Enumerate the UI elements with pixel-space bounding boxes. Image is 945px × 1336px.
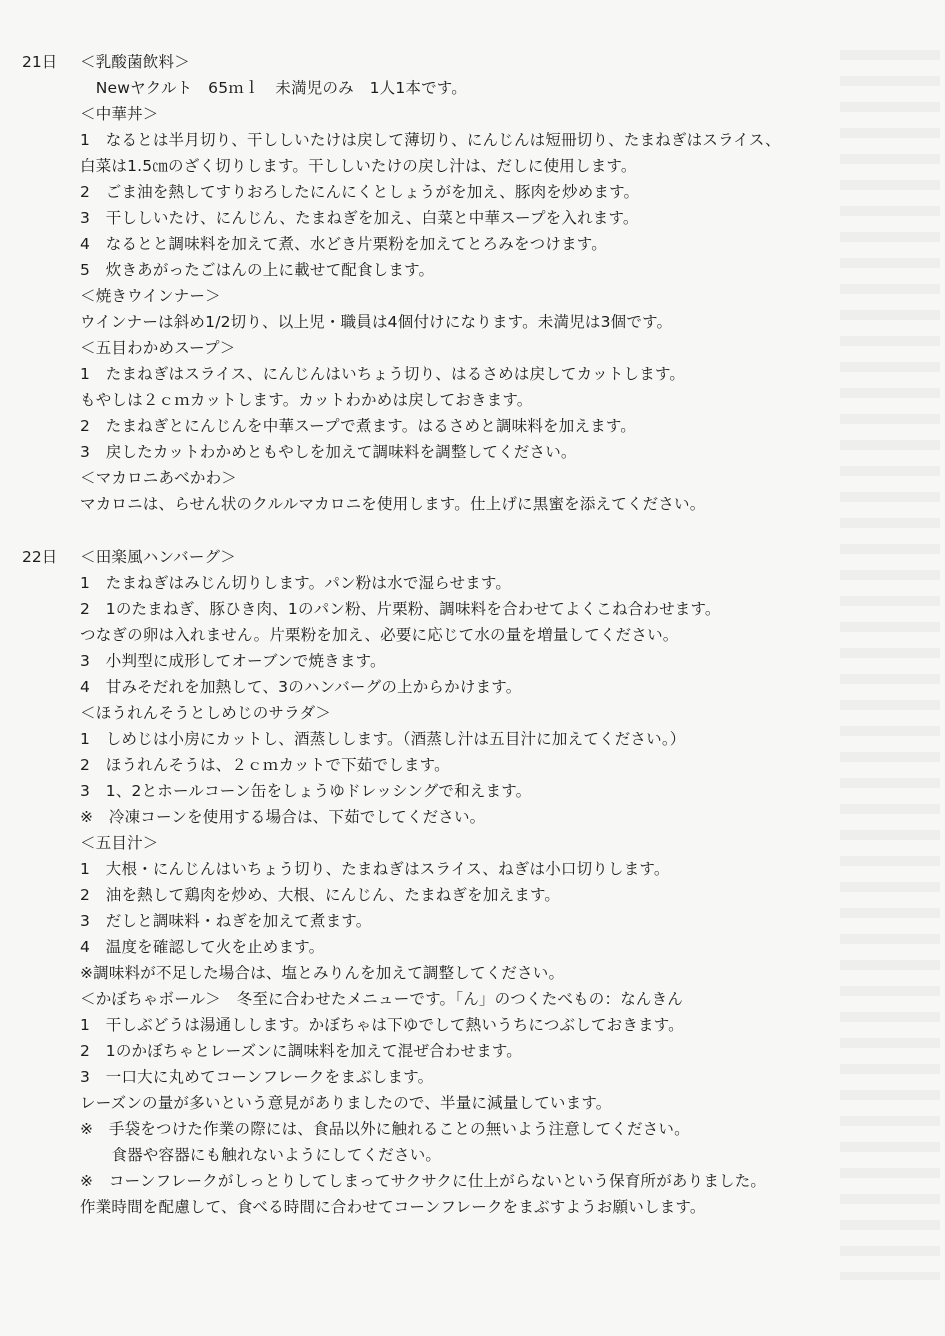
- text-line: 3 干ししいたけ、にんじん、たまねぎを加え、白菜と中華スープを入れます。: [80, 209, 639, 227]
- text-line: 3 一口大に丸めてコーンフレークをまぶします。: [80, 1068, 434, 1086]
- text-line: 作業時間を配慮して、食べる時間に合わせてコーンフレークをまぶすようお願いします。: [80, 1198, 706, 1216]
- heading-spinach-salad: ＜ほうれんそうとしめじのサラダ＞: [80, 704, 332, 722]
- text-line: ウインナーは斜め1/2切り、以上児・職員は4個付けになります。未満児は3個です。: [80, 313, 673, 331]
- text-line: 1 大根・にんじんはいちょう切り、たまねぎはスライス、ねぎは小口切りします。: [80, 860, 670, 878]
- heading-grilled-wiener: ＜焼きウインナー＞: [80, 287, 221, 305]
- text-line: 3 戻したカットわかめともやしを加えて調味料を調整してください。: [80, 443, 577, 461]
- heading-macaroni: ＜マカロニあべかわ＞: [80, 469, 238, 487]
- heading-wakame-soup: ＜五目わかめスープ＞: [80, 339, 236, 357]
- text-line: 5 炊きあがったごはんの上に載せて配食します。: [80, 261, 435, 279]
- text-line: つなぎの卵は入れません。片栗粉を加え、必要に応じて水の量を増量してください。: [80, 626, 679, 644]
- text-line: ※ 手袋をつけた作業の際には、食品以外に触れることの無いよう注意してください。: [80, 1120, 690, 1138]
- text-line: もやしは２ｃｍカットします。カットわかめは戻しておきます。: [80, 391, 533, 409]
- text-line: 2 油を熱して鶏肉を炒め、大根、にんじん、たまねぎを加えます。: [80, 886, 561, 904]
- heading-dengaku-hamburg: ＜田楽風ハンバーグ＞: [80, 548, 236, 566]
- text-line: 白菜は1.5㎝のざく切りします。干ししいたけの戻し汁は、だしに使用します。: [80, 157, 637, 175]
- text-line: 1 なるとは半月切り、干ししいたけは戻して薄切り、にんじんは短冊切り、たまねぎはスライス、: [80, 131, 781, 149]
- text-line: 3 1、2とホールコーン缶をしょうゆドレッシングで和えます。: [80, 782, 532, 800]
- text-line: 3 だしと調味料・ねぎを加えて煮ます。: [80, 912, 372, 930]
- text-line: 1 干しぶどうは湯通しします。かぼちゃは下ゆでして熱いうちにつぶしておきます。: [80, 1016, 684, 1034]
- text-line: マカロニは、らせん状のクルルマカロニを使用します。仕上げに黒蜜を添えてください。: [80, 495, 706, 513]
- text-line: 2 たまねぎとにんじんを中華スープで煮ます。はるさめと調味料を加えます。: [80, 417, 636, 435]
- text-line: 2 1のたまねぎ、豚ひき肉、1のパン粉、片栗粉、調味料を合わせてよくこね合わせます。: [80, 600, 721, 618]
- text-line: Newヤクルト 65ｍｌ 未満児のみ 1人1本です。: [80, 79, 467, 97]
- text-line: ※調味料が不足した場合は、塩とみりんを加えて調整してください。: [80, 964, 565, 982]
- text-line: 4 温度を確認して火を止めます。: [80, 938, 325, 956]
- text-line: 1 たまねぎはみじん切りします。パン粉は水で湿らせます。: [80, 574, 512, 592]
- text-line: ※ 冷凍コーンを使用する場合は、下茹でしてください。: [80, 808, 486, 826]
- text-line: 食器や容器にも触れないようにしてください。: [80, 1146, 442, 1164]
- text-line: レーズンの量が多いという意見がありましたので、半量に減量しています。: [80, 1094, 612, 1112]
- text-line: ※ コーンフレークがしっとりしてしまってサクサクに仕上がらないという保育所がありました。: [80, 1172, 767, 1190]
- text-line: 4 甘みそだれを加熱して、3のハンバーグの上からかけます。: [80, 678, 522, 696]
- heading-chukadon: ＜中華丼＞: [80, 105, 159, 123]
- text-line: 3 小判型に成形してオーブンで焼きます。: [80, 652, 386, 670]
- text-line: 2 1のかぼちゃとレーズンに調味料を加えて混ぜ合わせます。: [80, 1042, 523, 1060]
- heading-gomoku-jiru: ＜五目汁＞: [80, 834, 159, 852]
- text-line: 1 しめじは小房にカットし、酒蒸しします。（酒蒸し汁は五目汁に加えてください。）: [80, 730, 686, 748]
- day-label-21: 21日: [22, 53, 58, 71]
- heading-pumpkin-ball: ＜かぼちゃボール＞ 冬至に合わせたメニューです。「ん」のつくたべもの：なんきん: [80, 990, 684, 1008]
- text-line: 4 なるとと調味料を加えて煮、水どき片栗粉を加えてとろみをつけます。: [80, 235, 607, 253]
- text-line: 2 ごま油を熱してすりおろしたにんにくとしょうがを加え、豚肉を炒めます。: [80, 183, 640, 201]
- show-through-text: [840, 50, 940, 1280]
- text-line: 2 ほうれんそうは、２ｃｍカットで下茹でします。: [80, 756, 450, 774]
- heading-lactic-drink: ＜乳酸菌飲料＞: [80, 53, 190, 71]
- day-label-22: 22日: [22, 548, 58, 566]
- text-line: 1 たまねぎはスライス、にんじんはいちょう切り、はるさめは戻してカットします。: [80, 365, 686, 383]
